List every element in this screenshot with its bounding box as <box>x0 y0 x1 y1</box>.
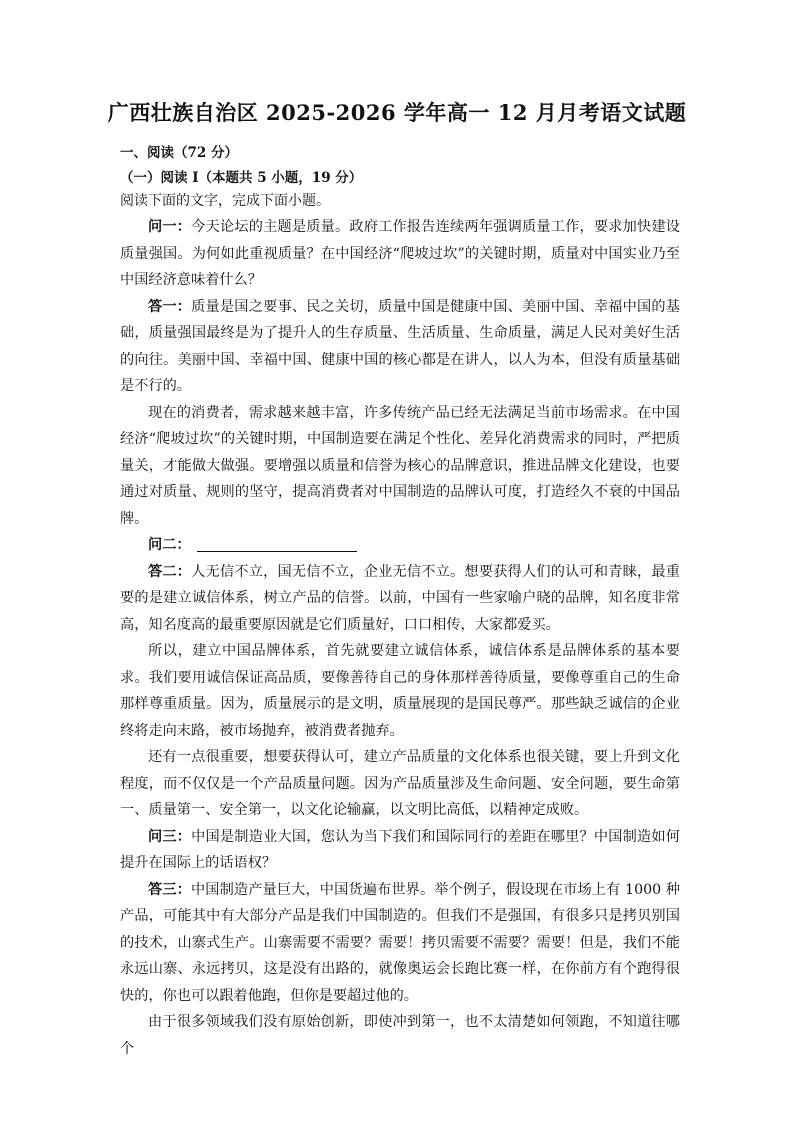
passage-paragraph <box>120 824 680 877</box>
reading-passage <box>120 214 680 1062</box>
passage-paragraph <box>120 214 680 294</box>
paragraph-text: 今天论坛的主题是质量。政府工作报告连续两年强调质量工作，要求加快建设质量强国。为何如此重视质量？在中国经济“爬坡过坎”的关键时期，质量对中国实业乃至中国经济意味着什么？ <box>120 219 680 288</box>
speaker-label: 问三： <box>148 828 192 845</box>
passage-paragraph <box>120 638 680 744</box>
subsection-heading: （一）阅读 I（本题共 5 小题，19 分） <box>120 170 363 186</box>
passage-paragraph <box>120 559 680 639</box>
paragraph-text: 所以，建立中国品牌体系，首先就要建立诚信体系，诚信体系是品牌体系的基本要求。我们要用诚信保证高品质，要像善待自己的身体那样善待质量，要像尊重自己的生命那样尊重质量。因为，质量展示的是文明，质量展现的是国民尊严。那些缺乏诚信的企业终将走向末路，被市场抛弃，被消费者抛弃。 <box>120 643 680 739</box>
section-heading: 一、阅读（72 分） <box>120 145 238 161</box>
passage-paragraph <box>120 400 680 533</box>
reading-instruction: 阅读下面的文字，完成下面小题。 <box>120 193 330 209</box>
passage-paragraph <box>120 877 680 1010</box>
speaker-label: 答二： <box>148 563 192 580</box>
speaker-label: 问一： <box>148 219 192 235</box>
paragraph-text: 现在的消费者，需求越来越丰富，许多传统产品已经无法满足当前市场需求。在中国经济“爬坡过坎”的关键时期，中国制造要在满足个性化、差异化消费需求的同时，严把质量关，才能做大做强。要增强以质量和信誉为核心的品牌意识，推进品牌文化建设，也要通过对质量、规则的坚守，提高消费者对中国制造的品牌认可度，打造经久不衰的中国品牌。 <box>120 404 680 527</box>
speaker-label: 答三： <box>148 881 191 898</box>
paragraph-text: 中国制造产量巨大，中国货遍布世界。举个例子，假设现在市场上有 1000 种产品，可能其中有大部分产品是我们中国制造的。但我们不是强国，有很多只是拷贝别国的技术，山寨式生产。山寨需要不需要？需要！拷贝需要不需要？需要！但是，我们不能永远山寨、永远拷贝，这是没有出路的，就像奥运会长跑比赛一样，在你前方有个跑得很快的，你也可以跟着他跑，但你是要超过他的。 <box>120 881 680 1004</box>
speaker-label: 问二： <box>148 537 191 553</box>
passage-paragraph <box>120 294 680 400</box>
paragraph-text: 还有一点很重要，想要获得认可，建立产品质量的文化体系也很关键，要上升到文化程度，而不仅仅是一个产品质量问题。因为产品质量涉及生命问题、安全问题，要生命第一、质量第一、安全第一，以文化论输赢，以文明比高低，以精神定成败。 <box>120 749 680 818</box>
paragraph-text: 由于很多领域我们没有原始创新，即使冲到第一，也不太清楚如何领跑，不知道往哪个 <box>120 1014 680 1057</box>
passage-paragraph <box>120 744 680 824</box>
document-title: 广西壮族自治区 2025-2026 学年高一 12 月月考语文试题 <box>107 100 687 125</box>
passage-paragraph <box>120 1009 680 1062</box>
paragraph-text: 质量是国之要事、民之关切，质量中国是健康中国、美丽中国、幸福中国的基础，质量强国最终是为了提升人的生存质量、生活质量、生命质量，满足人民对美好生活的向往。美丽中国、幸福中国、健康中国的核心都是在讲人，以人为本，但没有质量基础是不行的。 <box>120 298 680 394</box>
passage-paragraph <box>120 532 680 559</box>
answer-blank[interactable] <box>197 535 357 552</box>
paragraph-text: 中国是制造业大国，您认为当下我们和国际同行的差距在哪里？中国制造如何提升在国际上的话语权？ <box>120 828 680 871</box>
speaker-label: 答一： <box>148 298 192 315</box>
paragraph-text: 人无信不立，国无信不立，企业无信不立。想要获得人们的认可和青睐，最重要的是建立诚信体系，树立产品的信誉。以前，中国有一些家喻户晓的品牌，知名度非常高，知名度高的最重要原因就是它们质量好，口口相传，大家都爱买。 <box>120 563 680 633</box>
